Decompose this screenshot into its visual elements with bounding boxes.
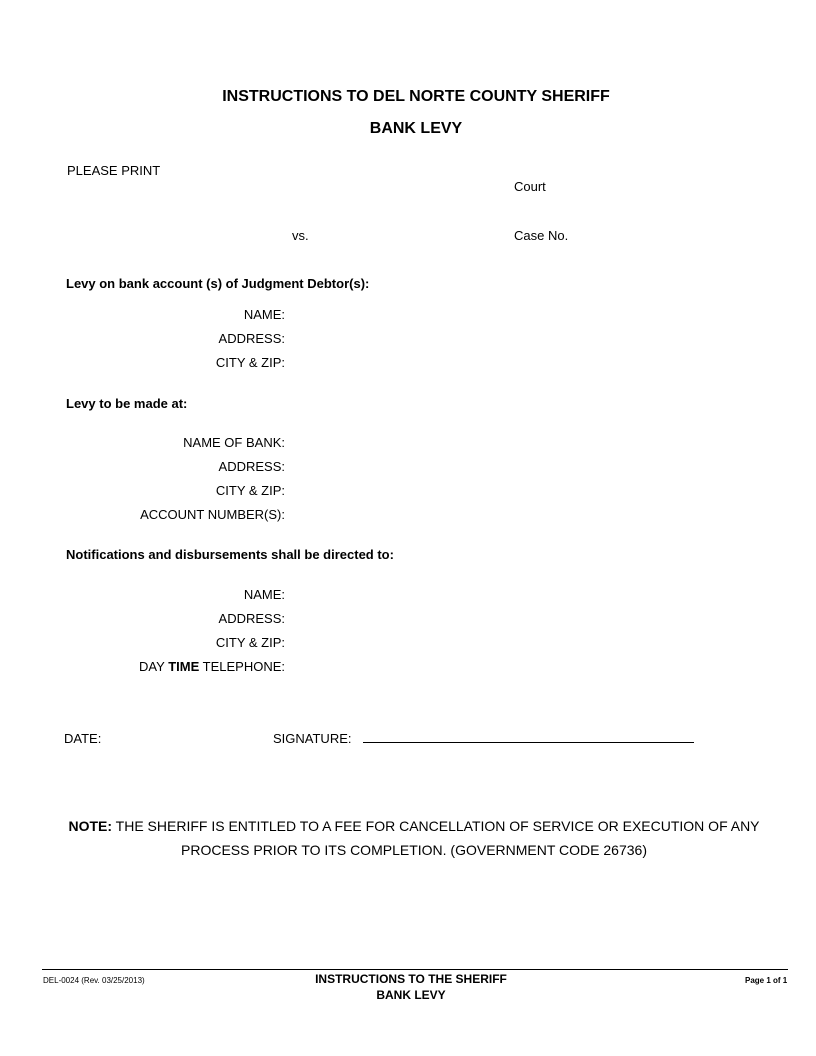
debtor-address-field[interactable] bbox=[294, 329, 714, 348]
page-title: INSTRUCTIONS TO DEL NORTE COUNTY SHERIFF bbox=[222, 88, 610, 105]
case-no-label: Case No. bbox=[514, 228, 569, 243]
court-field[interactable] bbox=[514, 160, 764, 179]
signature-line[interactable] bbox=[363, 742, 694, 743]
debtor-section-heading: Levy on bank account (s) of Judgment Debtor(s): bbox=[66, 276, 370, 291]
defendant-field[interactable] bbox=[67, 206, 467, 225]
debtor-city-zip-field[interactable] bbox=[294, 353, 714, 372]
footer-title: INSTRUCTIONS TO THE SHERIFF BANK LEVY bbox=[315, 972, 507, 1002]
page-number: Page 1 of 1 bbox=[745, 976, 788, 985]
please-print-label: PLEASE PRINT bbox=[67, 163, 161, 178]
notify-address-label: ADDRESS: bbox=[218, 611, 285, 626]
court-label: Court bbox=[514, 179, 546, 194]
bank-address-label: ADDRESS: bbox=[218, 459, 285, 474]
debtor-address-label: ADDRESS: bbox=[218, 331, 285, 346]
signature-label: SIGNATURE: bbox=[273, 731, 352, 746]
bank-name-label: NAME OF BANK: bbox=[183, 435, 285, 450]
debtor-city-zip-label: CITY & ZIP: bbox=[215, 355, 285, 370]
bank-name-field[interactable] bbox=[294, 433, 714, 452]
bank-city-zip-label: CITY & ZIP: bbox=[215, 483, 285, 498]
debtor-name-field[interactable] bbox=[294, 305, 714, 324]
notify-name-field[interactable] bbox=[294, 585, 714, 604]
footer-divider bbox=[42, 969, 788, 970]
account-numbers-label: ACCOUNT NUMBER(S): bbox=[140, 507, 285, 522]
debtor-name-label: NAME: bbox=[243, 307, 285, 322]
notify-address-field[interactable] bbox=[294, 609, 714, 628]
plaintiff-field[interactable] bbox=[180, 162, 500, 181]
notifications-section-heading: Notifications and disbursements shall be directed to: bbox=[66, 547, 394, 562]
case-no-field[interactable] bbox=[575, 226, 765, 245]
date-field[interactable] bbox=[110, 729, 260, 748]
notify-name-label: NAME: bbox=[243, 587, 285, 602]
vs-label: vs. bbox=[292, 228, 309, 243]
form-id: DEL-0024 (Rev. 03/25/2013) bbox=[43, 976, 145, 985]
notify-city-zip-label: CITY & ZIP: bbox=[215, 635, 285, 650]
day-time-telephone-field[interactable] bbox=[294, 657, 714, 676]
page-subtitle: BANK LEVY bbox=[369, 120, 463, 137]
notify-city-zip-field[interactable] bbox=[294, 633, 714, 652]
day-time-telephone-label: DAY TIME TELEPHONE: bbox=[139, 659, 285, 674]
date-label: DATE: bbox=[64, 731, 102, 746]
bank-section-heading: Levy to be made at: bbox=[66, 396, 188, 411]
bank-address-field[interactable] bbox=[294, 457, 714, 476]
account-numbers-field[interactable] bbox=[294, 505, 714, 524]
bank-city-zip-field[interactable] bbox=[294, 481, 714, 500]
cancellation-fee-note: NOTE: THE SHERIFF IS ENTITLED TO A FEE FOR CANCELLATION OF SERVICE OR EXECUTION OF ANY PROCESS PRIOR TO ITS COMPLETION. (GOVERNMENT CODE 26736) bbox=[68, 818, 760, 858]
